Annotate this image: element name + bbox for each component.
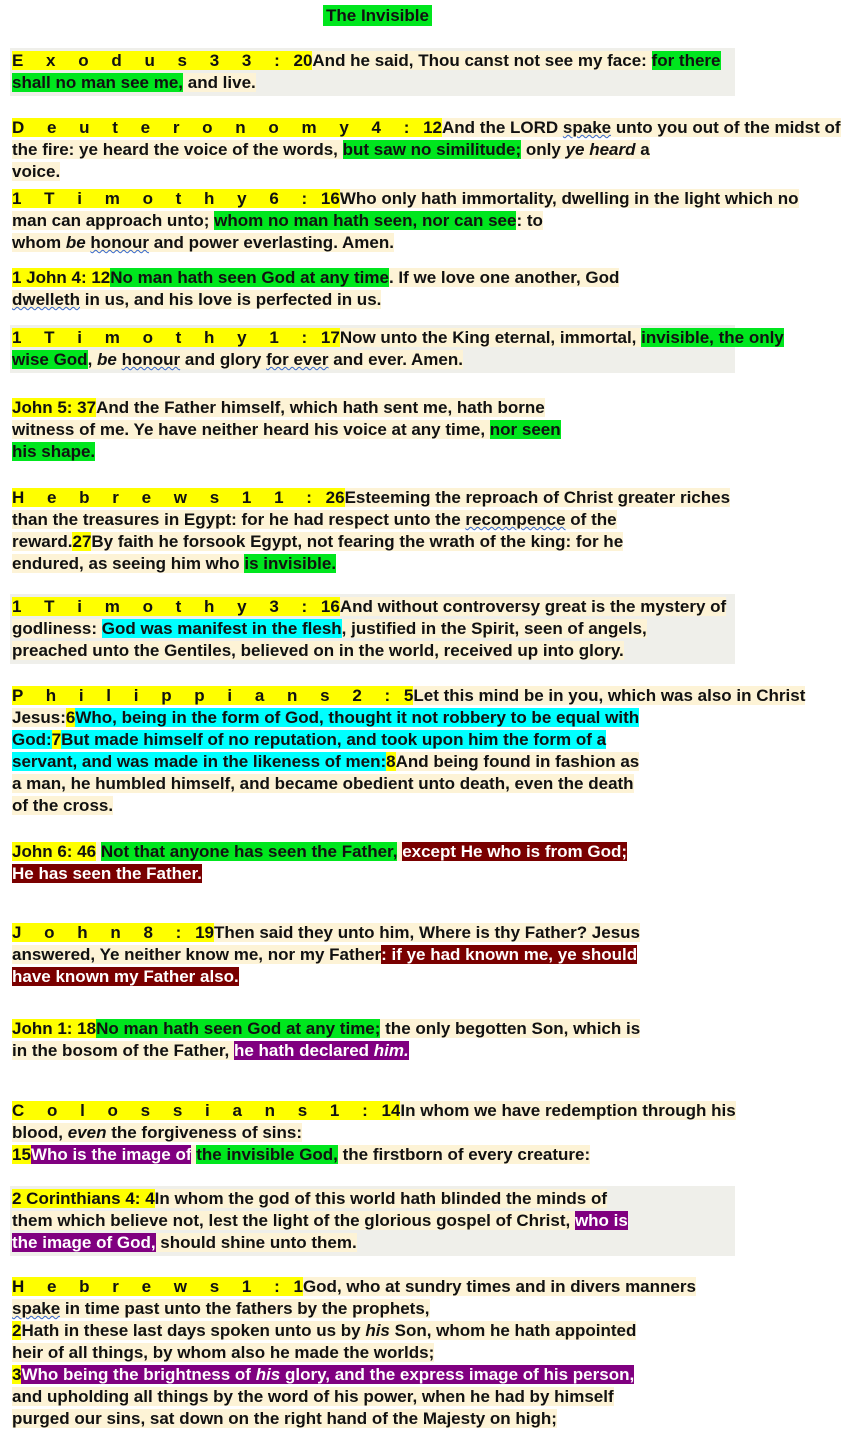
verse-text: endured, as seeing him who [12, 554, 245, 573]
verse-line [12, 729, 733, 751]
verse-reference: 1 T i m o t h y 6 : [12, 189, 317, 208]
verse-block [10, 1016, 735, 1064]
verse-line [12, 487, 733, 509]
verse-text [117, 350, 122, 369]
verse-text: in us, and his love is perfected in us. [80, 290, 382, 309]
verse-block [10, 325, 784, 373]
verse-reference: John 1: [12, 1019, 73, 1038]
verse-line [12, 1276, 733, 1298]
verse-reference: C o l o s s i a n s 1 : [12, 1101, 377, 1120]
verse-text: a [635, 140, 650, 159]
page-title-text: The Invisible [323, 5, 432, 26]
verse-text: man can approach unto; [12, 211, 215, 230]
verse-block [10, 1186, 735, 1256]
verse-number: 46 [72, 842, 97, 861]
verse-text: dwelleth [12, 290, 81, 309]
verse-text: and power everlasting. Amen. [148, 233, 394, 252]
verse-text: nor seen [489, 420, 561, 439]
verse-text: whom no man hath seen, nor can see [214, 211, 517, 230]
verse-text: spake [562, 118, 612, 137]
verse-text: In whom we have redemption through his [400, 1101, 736, 1120]
verse-number: 20 [288, 51, 313, 70]
verse-text: should shine unto them. [155, 1233, 357, 1252]
verse-text: servant, and was made in the likeness of men: [12, 752, 387, 771]
verse-text: glory, and the express image of his person, [280, 1365, 635, 1384]
verse-text: Who is the image of [30, 1145, 192, 1164]
verse-text: Then said they unto him, Where is thy Father? Jesus [213, 923, 641, 942]
verse-text: invisible, the only [641, 328, 784, 347]
verse-line [12, 188, 799, 210]
verse-block [10, 920, 735, 990]
verse-line [12, 327, 784, 349]
verse-reference: P h i l i p p i a n s 2 : [12, 686, 400, 705]
verse-block [10, 485, 735, 577]
verse-line [12, 531, 733, 553]
verse-text: Esteeming the reproach of Christ greater riches [344, 488, 731, 507]
verse-number: 16 [316, 189, 340, 208]
verse-text: wise God [12, 350, 88, 369]
verse-reference: D e u t e r o n o m y 4 : [12, 118, 419, 137]
verse-line [12, 349, 733, 371]
verse-number: 16 [316, 597, 340, 616]
verse-line [12, 1018, 733, 1040]
verse-line [12, 289, 733, 311]
verse-line [12, 441, 733, 463]
verse-line [12, 841, 733, 863]
verse-text: even [67, 1123, 107, 1142]
verse-reference: H e b r e w s 1 1 : [12, 488, 321, 507]
verse-line [12, 1298, 733, 1320]
verse-line [12, 1364, 733, 1386]
verse-reference: John 6: [12, 842, 73, 861]
verse-block [10, 265, 735, 313]
verse-text: in the bosom of the Father, [12, 1041, 234, 1060]
verse-text: he hath declared [233, 1041, 374, 1060]
verse-reference: 1 John 4: [12, 268, 87, 287]
verse-number: 8 [386, 752, 396, 771]
verse-line [12, 419, 733, 441]
verse-block [10, 186, 799, 256]
verse-text: God was manifest in the flesh [101, 619, 342, 638]
verse-line [12, 1188, 733, 1210]
verse-line [12, 117, 841, 139]
verse-line [12, 966, 733, 988]
verse-text: his shape. [12, 442, 96, 461]
verse-text: than the treasures in Egypt: for he had respect unto the [12, 510, 466, 529]
verse-number: 1 [288, 1277, 303, 1296]
verse-text: in time past unto the fathers by the prophets, [60, 1299, 430, 1318]
verse-number: 4 [140, 1189, 155, 1208]
verse-text: . If we love one another, God [388, 268, 620, 287]
verse-line [12, 1320, 733, 1342]
verse-line [12, 773, 733, 795]
verse-number: 2 [12, 1321, 22, 1340]
verse-text: , [87, 350, 98, 369]
verse-reference: 1 T i m o t h y 1 : [12, 328, 317, 347]
verse-line [12, 232, 733, 254]
verse-line [12, 751, 733, 773]
verse-text: And being found in fashion as [395, 752, 640, 771]
verse-block [10, 839, 735, 887]
verse-line [12, 1100, 736, 1122]
verse-number: 15 [12, 1145, 31, 1164]
verse-text: heir of all things, by whom also he made the worlds; [12, 1343, 435, 1362]
verse-line [12, 397, 733, 419]
verse-text: reward. [12, 532, 73, 551]
verse-reference: J o h n 8 : [12, 923, 191, 942]
verse-text: Hath in these last days spoken unto us by [21, 1321, 366, 1340]
verse-text: unto you out of the midst of [611, 118, 841, 137]
verse-text: Who being the brightness of [21, 1365, 256, 1384]
verse-text: No man hath seen God at any time; [96, 1019, 381, 1038]
verse-line [12, 707, 733, 729]
verse-number: 27 [72, 532, 92, 551]
verse-text: And the LORD [442, 118, 563, 137]
verse-text: have known my Father also. [12, 967, 239, 986]
verse-line [12, 1122, 733, 1144]
verse-number: 12 [418, 118, 443, 137]
verse-number: 37 [72, 398, 97, 417]
verse-line [12, 553, 733, 575]
verse-text: them which believe not, lest the light of the glorious gospel of Christ, [12, 1211, 575, 1230]
verse-text: honour [121, 350, 181, 369]
verse-line [12, 1232, 733, 1254]
verse-text: his [365, 1321, 390, 1340]
verse-text: godliness: [12, 619, 102, 638]
verse-line [12, 72, 733, 94]
verse-text: answered, Ye neither know me, nor my Father [12, 945, 382, 964]
verse-number: 6 [65, 708, 76, 727]
verse-block [10, 1274, 735, 1432]
verse-line [12, 267, 733, 289]
verse-number: 18 [72, 1019, 97, 1038]
verse-text: and live. [183, 73, 256, 92]
verse-text: and ever. Amen. [328, 350, 463, 369]
verse-text: But made himself of no reputation, and took upon him the form of a [61, 730, 607, 749]
verse-text: except He who is from God; [402, 842, 627, 861]
verse-text: And he said, Thou canst not see my face: [312, 51, 652, 70]
verse-number: 7 [51, 730, 62, 749]
verse-text: In whom the god of this world hath blinded the minds of [154, 1189, 608, 1208]
verse-text: the fire: ye heard the voice of the words, [12, 140, 343, 159]
verse-line [12, 618, 733, 640]
verse-reference: H e b r e w s 1 : [12, 1277, 289, 1296]
verse-text: a man [12, 774, 62, 793]
verse-line [12, 139, 733, 161]
verse-text: is invisible. [244, 554, 337, 573]
verse-line [12, 944, 733, 966]
verse-line [12, 1144, 733, 1166]
verse-line [12, 640, 733, 662]
verse-text: of the cross. [12, 796, 114, 815]
verse-block [10, 115, 841, 185]
verse-text: the image of God, [12, 1233, 156, 1252]
verse-text: honour [90, 233, 149, 252]
verse-text: for there [651, 51, 721, 70]
verse-block [10, 594, 735, 664]
verse-text: And the Father himself, which hath sent me, hath borne [96, 398, 545, 417]
verse-text: and upholding all things by the word of his power, when he had by himself [12, 1387, 614, 1406]
verse-text: spake [12, 1299, 61, 1318]
verse-text: his [255, 1365, 281, 1384]
verse-line [12, 1342, 733, 1364]
verse-block [10, 683, 806, 819]
verse-text: : if ye had known me, ye should [381, 945, 638, 964]
verse-text: Who only hath immortality, dwelling in the light which no [339, 189, 799, 208]
verse-line [12, 863, 733, 885]
verse-number: 26 [320, 488, 345, 507]
verse-text: ye heard [565, 140, 636, 159]
verse-text: Jesus: [12, 708, 66, 727]
verse-text: him. [373, 1041, 409, 1060]
verse-text: , justified in the Spirit, seen of angels, [341, 619, 647, 638]
verse-number: 14 [376, 1101, 401, 1120]
verse-text: and glory [180, 350, 267, 369]
verse-line [12, 50, 733, 72]
verse-text: witness of me. Ye have neither heard his voice at any time, [12, 420, 490, 439]
verse-line [12, 1210, 733, 1232]
verse-reference: John 5: [12, 398, 73, 417]
verse-text: purged our sins, sat down on the right hand of the Majesty on high; [12, 1409, 557, 1428]
verse-text: the forgiveness of sins: [106, 1123, 303, 1142]
verse-line [12, 1040, 733, 1062]
verse-text: He has seen the Father. [12, 864, 202, 883]
verse-text: recompence [465, 510, 566, 529]
verse-block [10, 48, 735, 96]
verse-number: 19 [190, 923, 214, 942]
verse-text: voice. [12, 162, 61, 181]
verse-text: preached unto the Gentiles, believed on in the world, received up into glory. [12, 641, 624, 660]
verse-text: be [97, 350, 117, 369]
verse-reference: 1 T i m o t h y 3 : [12, 597, 317, 616]
verse-text: the invisible God, [196, 1145, 338, 1164]
verse-text: No man hath seen God at any time [110, 268, 389, 287]
verse-text: Now unto the King eternal, immortal, [339, 328, 642, 347]
verse-line [12, 795, 733, 817]
verse-text: blood, [12, 1123, 68, 1142]
verse-text: only [521, 140, 566, 159]
verse-number: 17 [316, 328, 340, 347]
verse-number: 5 [399, 686, 414, 705]
verse-text: be [65, 233, 86, 252]
verse-block [10, 395, 735, 465]
verse-text: of the [565, 510, 617, 529]
verse-text: Not that anyone has seen the Father, [100, 842, 398, 861]
verse-text: whom [12, 233, 66, 252]
verse-text: the firstborn of every creature: [337, 1145, 591, 1164]
verse-line [12, 596, 733, 618]
verse-text: God: [12, 730, 52, 749]
verse-number: 3 [12, 1365, 22, 1384]
verse-text: By faith he forsook Egypt, not fearing the wrath of the king: for he [91, 532, 624, 551]
verse-text: , he humbled himself, and became obedient unto death, even the death [61, 774, 634, 793]
verse-line [12, 922, 733, 944]
verse-text: shall no man see me, [12, 73, 184, 92]
verse-reference: E x o d u s 3 3 : [12, 51, 289, 70]
verse-text: for ever [266, 350, 329, 369]
verse-text: Son, whom he hath appointed [389, 1321, 637, 1340]
verse-reference: 2 Corinthians 4: [12, 1189, 141, 1208]
verse-text: the only begotten Son, which is [380, 1019, 641, 1038]
page-title [0, 6, 755, 26]
verse-line [12, 161, 733, 183]
verse-text: And without controversy great is the mystery of [339, 597, 727, 616]
verse-text: Let this mind be in you, which was also in Christ [413, 686, 806, 705]
verse-text: Who, being in the form of God, thought it not robbery to be equal with [75, 708, 640, 727]
verse-text: who is [574, 1211, 628, 1230]
verse-line [12, 1408, 733, 1430]
verse-text: but saw no similitude; [342, 140, 522, 159]
verse-text: God, who at sundry times and in divers manners [302, 1277, 696, 1296]
verse-line [12, 685, 806, 707]
verse-block [10, 1098, 735, 1168]
verse-line [12, 509, 733, 531]
verse-text: : to [516, 211, 543, 230]
verse-number: 12 [86, 268, 111, 287]
verse-line [12, 210, 733, 232]
verse-line [12, 1386, 733, 1408]
